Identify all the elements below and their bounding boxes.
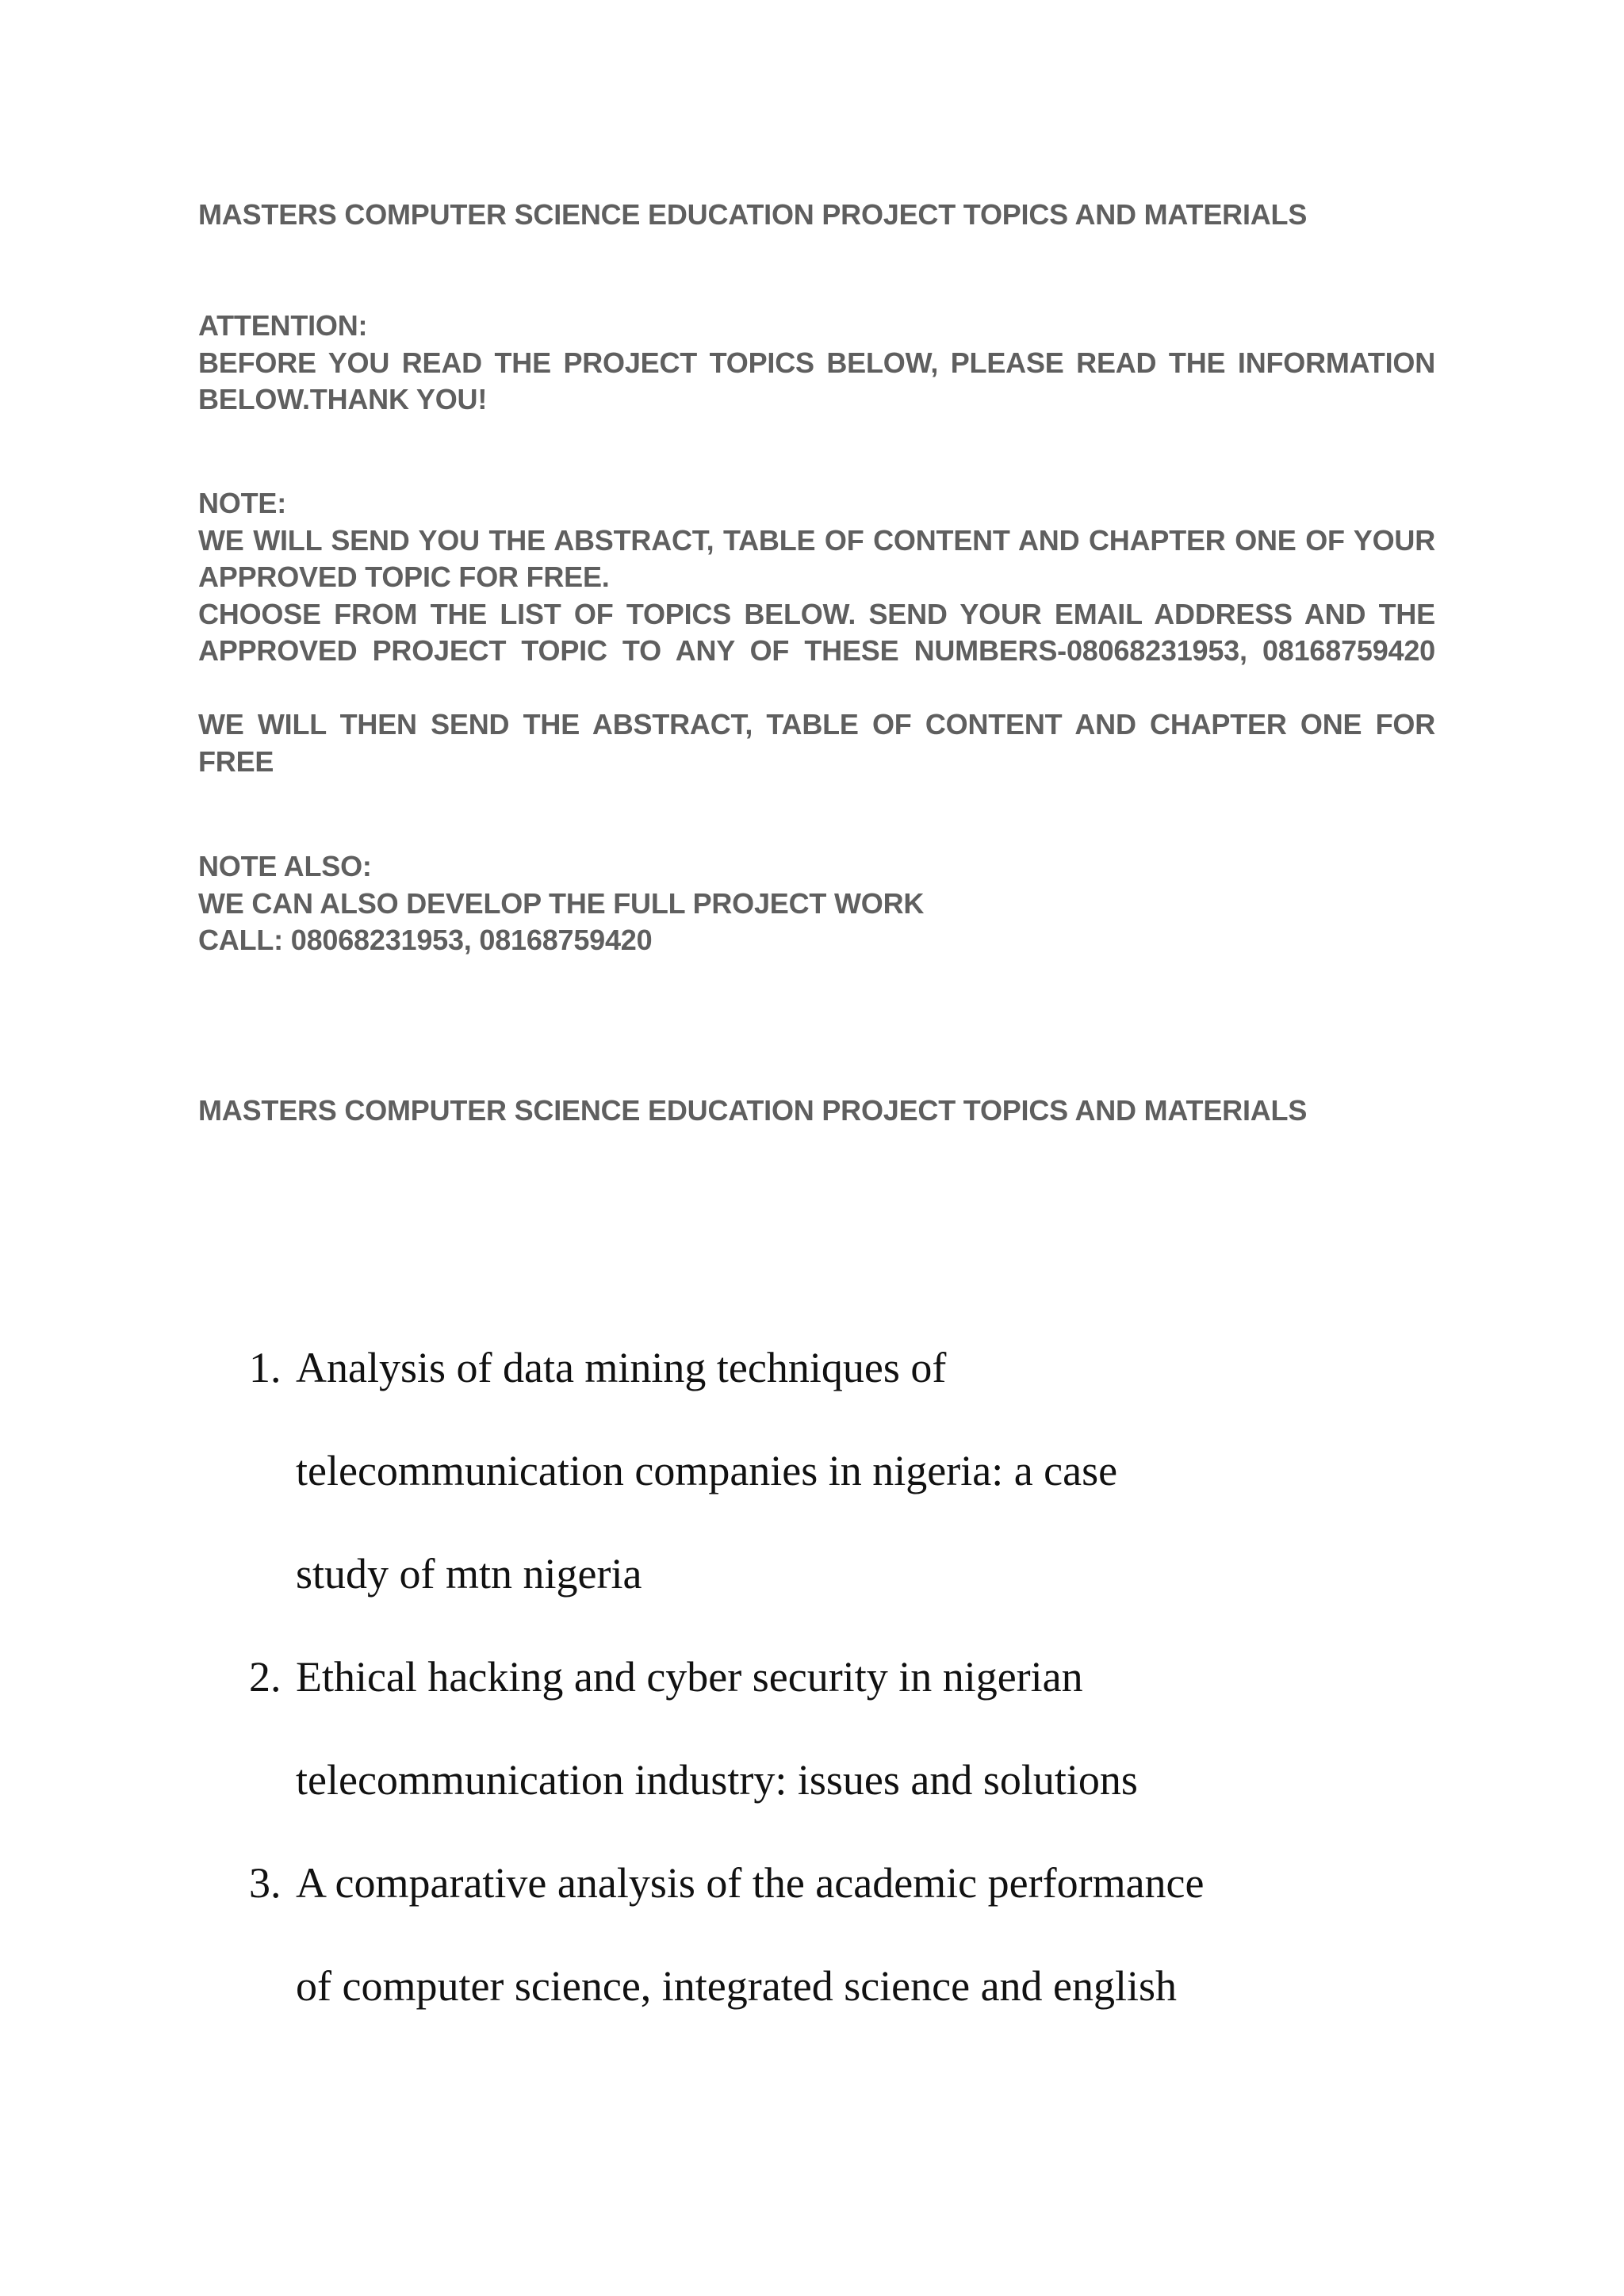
then-line: WE WILL THEN SEND THE ABSTRACT, TABLE OF CONTENT AND CHAPTER ONE FOR [198,708,1435,740]
list-item-number: 3. [249,1859,282,1907]
page-title-top [198,197,1435,234]
page-title-bottom [198,1093,1435,1130]
list-item-number: 2. [249,1653,282,1701]
list-item-line: telecommunication companies in nigeria: a case [296,1447,1118,1494]
list-item [238,1316,1475,1625]
attention-line: BEFORE YOU READ THE PROJECT TOPICS BELOW, PLEASE READ THE INFORMATION [198,346,1435,379]
list-item-line: Analysis of data mining techniques of [296,1344,947,1391]
note-also-line: CALL: 08068231953, 08168759420 [198,924,653,956]
list-item-line: A comparative analysis of the academic performance [296,1859,1205,1907]
note-block [198,485,1435,670]
then-block [198,706,1435,780]
list-item-line: of computer science, integrated science and english [296,1962,1178,2010]
note-line: CHOOSE FROM THE LIST OF TOPICS BELOW. SEND YOUR EMAIL ADDRESS AND THE [198,597,1435,630]
attention-label: ATTENTION: [198,309,368,342]
then-line: FREE [198,744,274,778]
note-also-line: WE CAN ALSO DEVELOP THE FULL PROJECT WORK [198,886,925,920]
list-item-line: telecommunication industry: issues and solutions [296,1756,1138,1804]
note-line: APPROVED TOPIC FOR FREE. [198,561,610,593]
attention-block [198,308,1435,419]
title-bottom-text: MASTERS COMPUTER SCIENCE EDUCATION PROJECT TOPICS AND MATERIALS [198,1094,1308,1127]
attention-line: BELOW.THANK YOU! [198,383,488,415]
list-item [238,1625,1475,1831]
list-item [238,1831,1475,2038]
list-item-line: Ethical hacking and cyber security in nigerian [296,1653,1083,1701]
list-item-line: study of mtn nigeria [296,1550,642,1598]
note-also-block [198,848,1435,959]
note-also-label: NOTE ALSO: [198,850,372,882]
note-label: NOTE: [198,487,286,519]
note-line: WE WILL SEND YOU THE ABSTRACT, TABLE OF CONTENT AND CHAPTER ONE OF YOUR [198,523,1435,557]
title-top-text: MASTERS COMPUTER SCIENCE EDUCATION PROJECT TOPICS AND MATERIALS [198,198,1308,231]
note-line: APPROVED PROJECT TOPIC TO ANY OF THESE NUMBERS-08068231953, 08168759420 [198,634,1435,667]
list-item-number: 1. [249,1344,282,1391]
topic-list [238,1316,1475,2038]
